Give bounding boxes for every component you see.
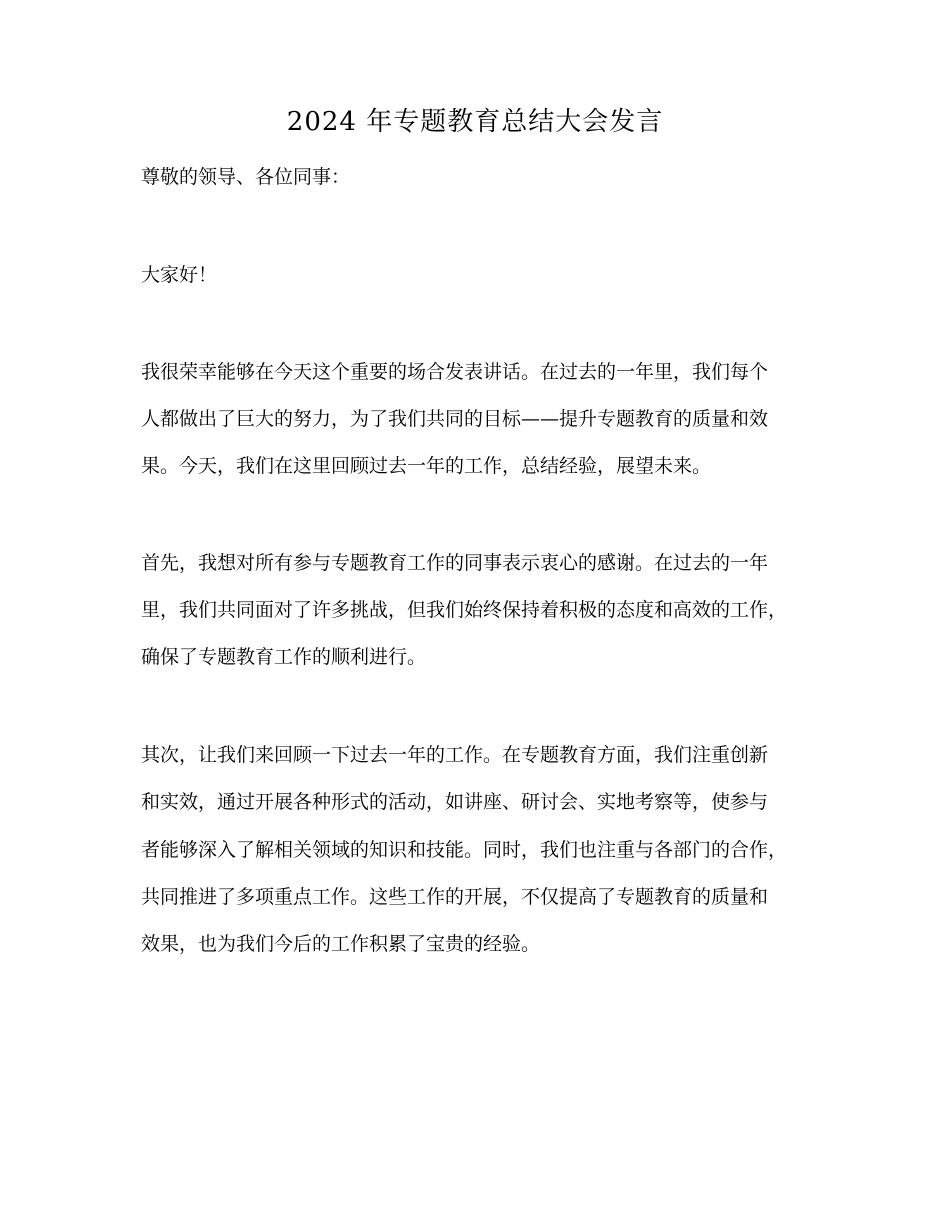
paragraph-3-line-1: 其次，让我们来回顾一下过去一年的工作。在专题教育方面，我们注重创新 [141, 744, 769, 766]
paragraph-1-line-2: 人都做出了巨大的努力，为了我们共同的目标——提升专题教育的质量和效 [141, 408, 769, 430]
paragraph-3-line-3: 者能够深入了解相关领域的知识和技能。同时，我们也注重与各部门的合作， [141, 839, 788, 861]
paragraph-1-line-1: 我很荣幸能够在今天这个重要的场合发表讲话。在过去的一年里，我们每个 [141, 361, 769, 383]
paragraph-3-line-4: 共同推进了多项重点工作。这些工作的开展，不仅提高了专题教育的质量和 [141, 886, 769, 908]
greeting-line: 大家好！ [141, 264, 218, 286]
document-title: 2024 年专题教育总结大会发言 [286, 107, 664, 137]
paragraph-1-line-3: 果。今天，我们在这里回顾过去一年的工作，总结经验，展望未来。 [141, 455, 712, 477]
paragraph-3-line-5: 效果，也为我们今后的工作积累了宝贵的经验。 [141, 933, 541, 955]
salutation-line: 尊敬的领导、各位同事： [141, 166, 351, 188]
paragraph-2-line-1: 首先，我想对所有参与专题教育工作的同事表示衷心的感谢。在过去的一年 [141, 552, 769, 574]
paragraph-2-line-2: 里，我们共同面对了许多挑战，但我们始终保持着积极的态度和高效的工作， [141, 599, 788, 621]
paragraph-3-line-2: 和实效，通过开展各种形式的活动，如讲座、研讨会、实地考察等，使参与 [141, 791, 769, 813]
paragraph-2-line-3: 确保了专题教育工作的顺利进行。 [141, 646, 427, 668]
